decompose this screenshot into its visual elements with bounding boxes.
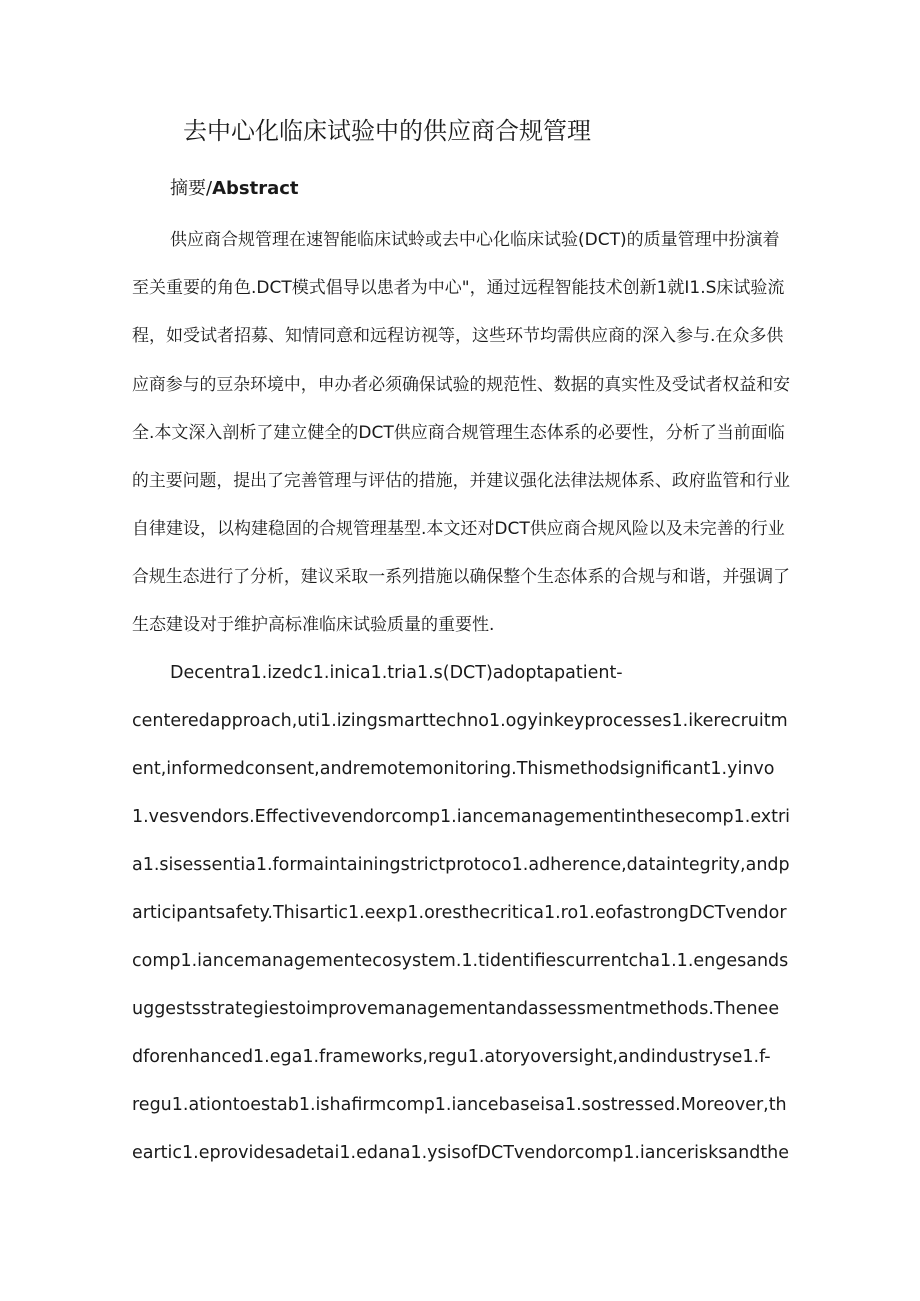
en-abstract-line: dforenhanced1.ega1.frameworks,regu1.atoryoversight,andindustryse1.f- bbox=[132, 1047, 771, 1067]
zh-abstract-line: 生态建设对于维护高标准临床试验质量的重要性. bbox=[132, 615, 495, 635]
en-abstract-line: uggestsstrategiestoimprovemanagementandassessmentmethods.Theneе bbox=[132, 999, 780, 1019]
en-abstract-line: eartic1.eprovidesadetai1.edana1.ysisofDCTvendorcomp1.iancerisksandthe bbox=[132, 1143, 790, 1163]
en-abstract-line: articipantsafety.Thisartic1.eexp1.oresthecritica1.ro1.eofastrongDCTvendor bbox=[132, 903, 787, 923]
zh-abstract-line: 自律建设，以构建稳固的合规管理基型.本文还对DCT供应商合规风险以及未完善的行业 bbox=[132, 519, 785, 539]
en-abstract-line: ent,informedconsent,andremotemonitoring.Thismethodsignificant1.yinvo bbox=[132, 759, 775, 779]
zh-abstract-line: 合规生态进行了分析，建议采取一系列措施以确保整个生态体系的合规与和谐，并强调了 bbox=[132, 567, 791, 587]
en-abstract-line: 1.vesvendors.Effectivevendorcomp1.iancemanagementinthesecomp1.extri bbox=[132, 807, 790, 827]
zh-abstract-line: 至关重要的角色.DCT模式倡导以患者为中心"，通过远程智能技术创新1就I1.S床试验流 bbox=[132, 278, 785, 298]
document-title: 去中心化临床试验中的供应商合规管理 bbox=[183, 117, 591, 145]
zh-abstract-line: 应商参与的豆杂环境中，申办者必须确保试验的规范性、数据的真实性及受试者权益和安 bbox=[132, 375, 791, 395]
zh-abstract-line: 全.本文深入剖析了建立健全的DCT供应商合规管理生态体系的必要性，分析了当前面临 bbox=[132, 423, 785, 443]
zh-abstract-line: 程，如受试者招募、知情同意和远程访视等，这些环节均需供应商的深入参与.在众多供 bbox=[132, 326, 784, 346]
en-abstract-line: Decentra1.izedc1.inica1.tria1.s(DCT)adoptapatient- bbox=[170, 663, 623, 683]
en-abstract-line: centeredapproach,uti1.izingsmarttechno1.ogyinkeyprocesses1.ikerecruitm bbox=[132, 711, 788, 731]
abstract-heading bbox=[170, 176, 299, 202]
abstract-heading-zh: 摘要/ bbox=[170, 178, 213, 199]
abstract-heading-en: Abstract bbox=[212, 178, 299, 199]
en-abstract-line: regu1.ationtoestab1.ishafirmcomp1.iancebaseisa1.sostressed.Moreover,th bbox=[132, 1095, 787, 1115]
en-abstract-line: comp1.iancemanagementecosystem.1.tidentifiescurrentcha1.1.engesands bbox=[132, 951, 789, 971]
zh-abstract-line: 供应商合规管理在速智能临床试蛉或去中心化临床试验(DCT)的质量管理中扮演着 bbox=[170, 230, 780, 250]
en-abstract-line: a1.sisessentia1.formaintainingstrictprotoco1.adherence,dataintegrity,andp bbox=[132, 855, 790, 875]
zh-abstract-line: 的主要问题，提出了完善管理与评估的措施，并建议强化法律法规体系、政府监管和行业 bbox=[132, 471, 791, 491]
